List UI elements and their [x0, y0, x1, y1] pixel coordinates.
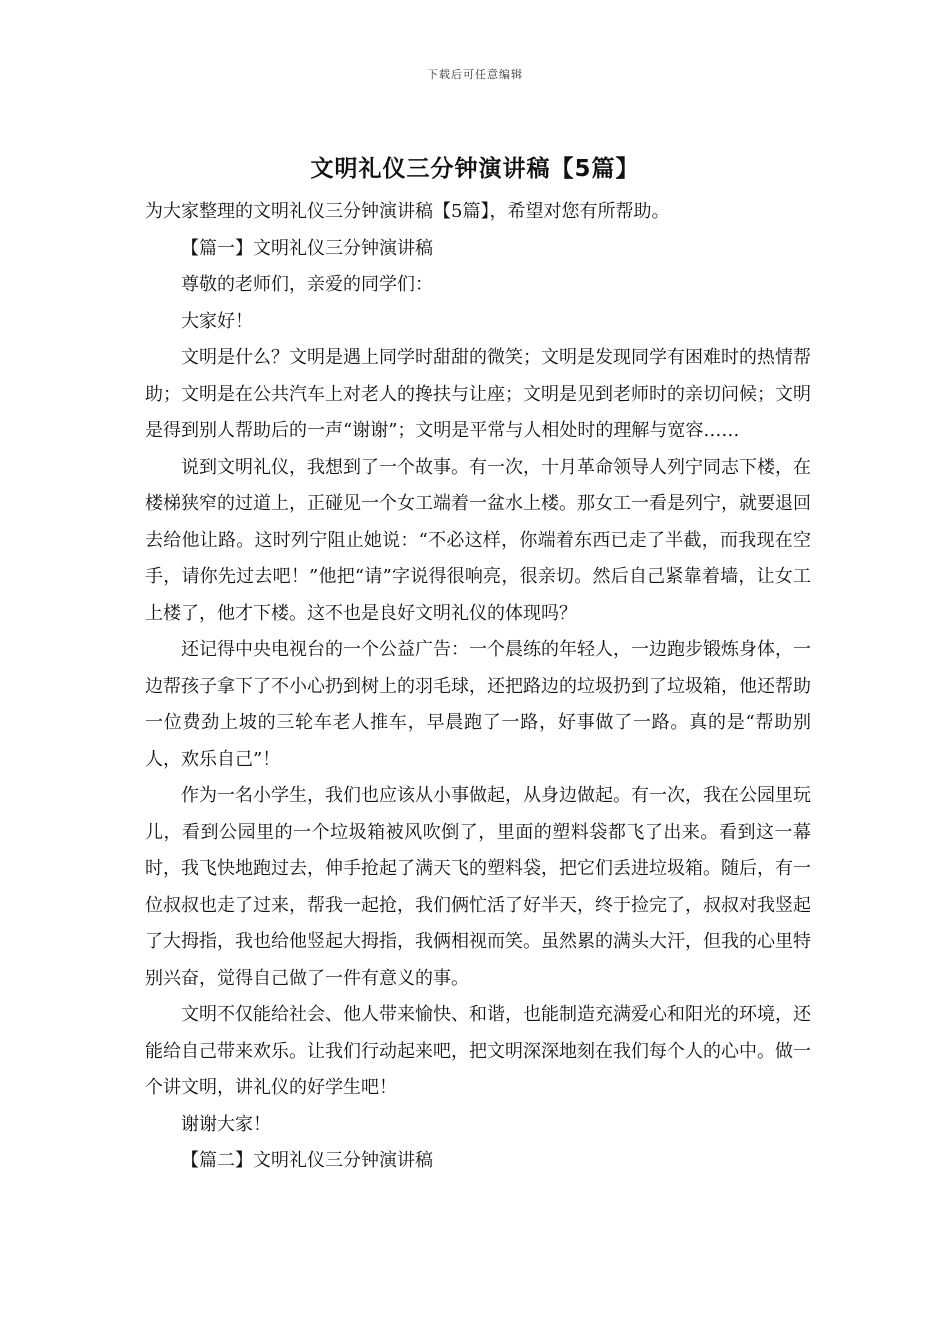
body-paragraph: 说到文明礼仪，我想到了一个故事。有一次，十月革命领导人列宁同志下楼，在楼梯狭窄的过道上，正碰见一个女工端着一盆水上楼。那女工一看是列宁，就要退回去给他让路。这时列宁阻止她说：“不必这样，你端着东西已走了半截，而我现在空手，请你先过去吧！”他把“请”字说得很响亮，很亲切。然后自己紧靠着墙，让女工上楼了，他才下楼。这不也是良好文明礼仪的体现吗？ — [145, 456, 811, 624]
body-paragraph: 还记得中央电视台的一个公益广告：一个晨练的年轻人，一边跑步锻炼身体，一边帮孩子拿下了不小心扔到树上的羽毛球，还把路边的垃圾扔到了垃圾箱，他还帮助一位费劲上坡的三轮车老人推车，早晨跑了一路，好事做了一路。真的是“帮助别人，欢乐自己”！ — [145, 639, 811, 770]
closing-thanks: 谢谢大家！ — [181, 1113, 271, 1135]
body-paragraph: 作为一名小学生，我们也应该从小事做起，从身边做起。有一次，我在公园里玩儿，看到公园里的一个垃圾箱被风吹倒了，里面的塑料袋都飞了出来。看到这一幕时，我飞快地跑过去，伸手抢起了满天飞的塑料袋，把它们丢进垃圾箱。随后，有一位叔叔也走了过来，帮我一起抢，我们俩忙活了好半天，终于捡完了，叔叔对我竖起了大拇指，我也给他竖起大拇指，我俩相视而笑。虽然累的满头大汗，但我的心里特别兴奋，觉得自己做了一件有意义的事。 — [145, 785, 811, 989]
section-heading-2: 【篇二】文明礼仪三分钟演讲稿 — [181, 1150, 433, 1171]
body-paragraph: 文明是什么？文明是遇上同学时甜甜的微笑；文明是发现同学有困难时的热情帮助；文明是在公共汽车上对老人的搀扶与让座；文明是见到老师时的亲切问候；文明是得到别人帮助后的一声“谢谢”；文明是平常与人相处时的理解与宽容…… — [145, 347, 811, 441]
intro-paragraph: 为大家整理的文明礼仪三分钟演讲稿【5篇】，希望对您有所帮助。 — [145, 201, 670, 222]
body-paragraph: 文明不仅能给社会、他人带来愉快、和谐，也能制造充满爱心和阳光的环境，还能给自己带来欢乐。让我们行动起来吧，把文明深深地刻在我们每个人的心中。做一个讲文明，讲礼仪的好学生吧！ — [145, 1004, 811, 1098]
document-title: 文明礼仪三分钟演讲稿【5篇】 — [310, 156, 640, 182]
header-note: 下载后可任意编辑 — [427, 68, 523, 81]
greeting: 大家好！ — [181, 310, 253, 332]
section-heading-1: 【篇一】文明礼仪三分钟演讲稿 — [181, 237, 433, 259]
document-body — [145, 194, 811, 1180]
salutation: 尊敬的老师们，亲爱的同学们： — [181, 274, 433, 295]
